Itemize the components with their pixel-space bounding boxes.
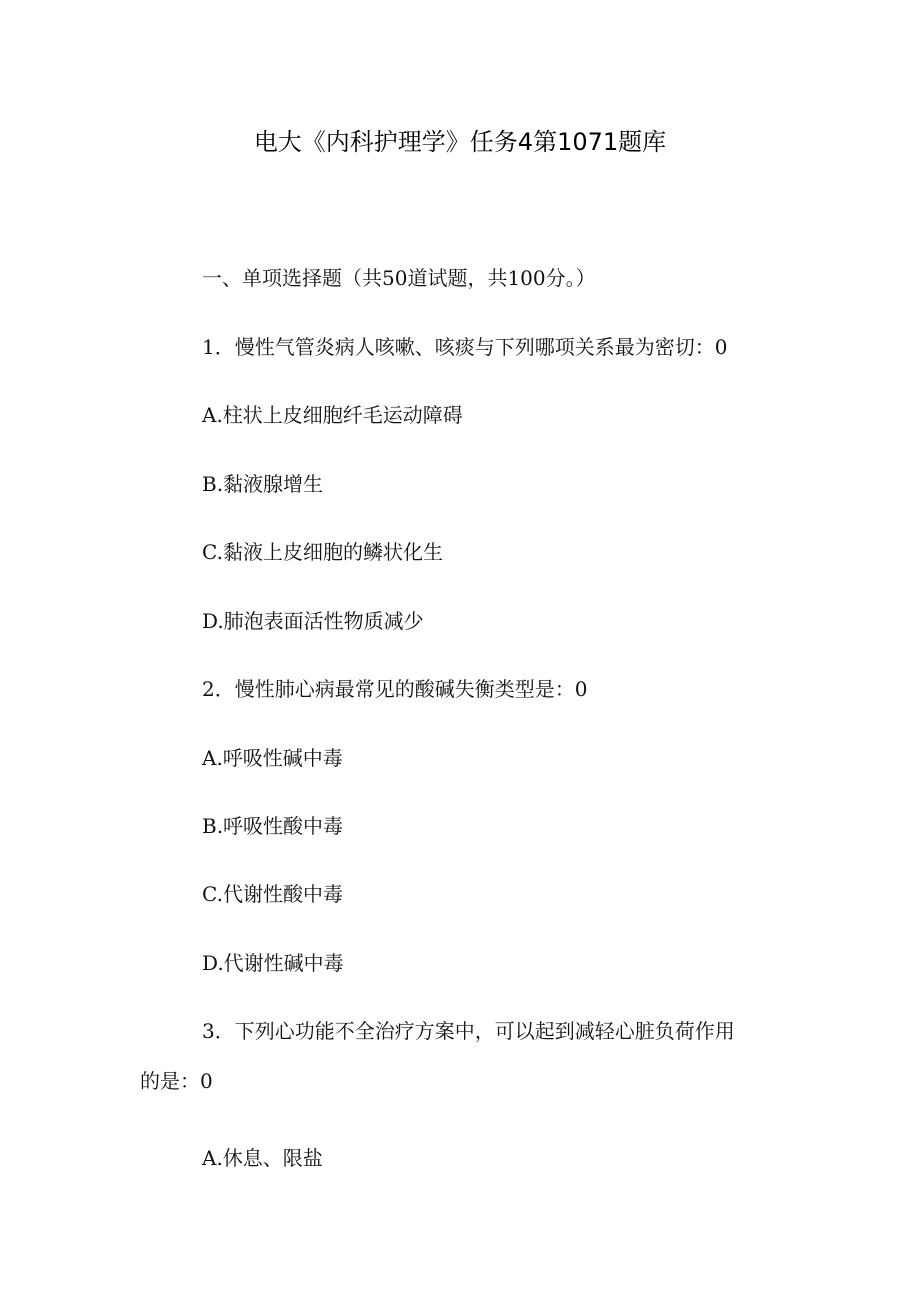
question-3-option-a: A.休息、限盐 [202,1146,323,1170]
question-3-stem: 3．下列心功能不全治疗方案中，可以起到减轻心脏负荷作用 [202,1019,735,1043]
question-2-option-c: C.代谢性酸中毒 [202,882,343,906]
question-2-option-a: A.呼吸性碱中毒 [202,746,343,770]
question-2-option-d: D.代谢性碱中毒 [202,951,344,975]
question-1-option-c: C.黏液上皮细胞的鳞状化生 [202,540,443,564]
question-1-option-b: B.黏液腺增生 [202,472,324,496]
question-2-stem: 2．慢性肺心病最常见的酸碱失衡类型是：0 [202,677,588,701]
question-2-option-b: B.呼吸性酸中毒 [202,814,344,838]
document-title: 电大《内科护理学》任务4第1071题库 [253,128,667,156]
question-1-option-d: D.肺泡表面活性物质减少 [202,609,424,633]
question-1-stem: 1．慢性气管炎病人咳嗽、咳痰与下列哪项关系最为密切：0 [202,335,728,359]
question-3-stem-continuation: 的是：0 [140,1069,213,1093]
section-heading: 一、单项选择题（共50道试题，共100分。） [202,266,596,290]
question-1-option-a: A.柱状上皮细胞纤毛运动障碍 [202,403,463,427]
